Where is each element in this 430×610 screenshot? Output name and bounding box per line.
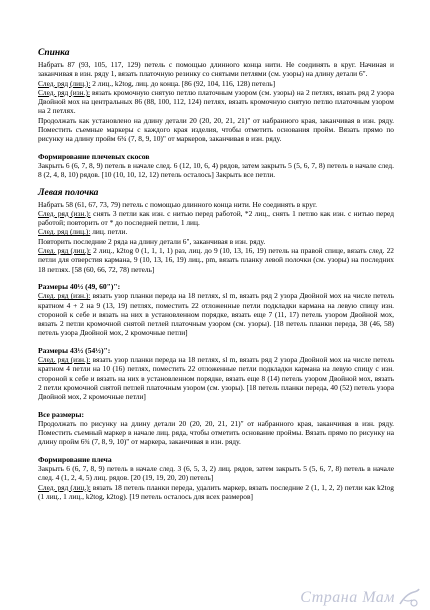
paragraph	[38, 200, 394, 209]
section-gap	[38, 274, 394, 282]
row-label: След. ряд (лиц.):	[38, 78, 91, 88]
paragraph-text: снять 3 петли как изн. с нитью перед работой, *2 лиц., снять 1 петлю как изн. с нитью перед работой; повторить от * до последней петли, 1 лиц.	[38, 208, 394, 228]
watermark	[300, 588, 420, 608]
row-label: След. ряд (лиц.):	[38, 246, 91, 256]
paragraph-text: Продолжать как установлено на длину детали 20 (20, 20, 21, 21)" от набранного края, заканчивая в изн. ряду. Поместить съемные маркеры с каждого края изделия, чтобы отметить основания пройм. Вязать прямо по рисунку на длину пройм 6¾ (7, 8, 9, 10)" от маркеров, заканчивая в изн. ряду.	[38, 115, 394, 144]
paragraph	[38, 60, 394, 79]
paragraph-text: лиц. петли.	[90, 227, 128, 237]
row-label: След. ряд (изн.):	[38, 291, 91, 301]
paragraph	[38, 483, 394, 502]
paragraph	[38, 227, 394, 236]
document-page	[38, 48, 394, 501]
paragraph-text: Набрать 87 (93, 105, 117, 129) петель с помощью длинного конца нити. Не соединять в круг. Начиная и заканчивая в изн. ряду 1, вязать платочную резинку со снятыми петлями (см. узоры) на длину детали 6".	[38, 60, 394, 79]
section-heading-all-sizes: Все размеры:	[38, 409, 84, 419]
paragraph	[38, 419, 394, 447]
section-gap	[38, 447, 394, 455]
section-heading-shoulder-shaping: Формирование плечевых скосов	[38, 151, 150, 161]
paragraph-text: Набрать 58 (61, 67, 73, 79) петель с помощью длинного конца нити. Не соединять в круг.	[38, 199, 317, 209]
section-gap	[38, 402, 394, 410]
section-heading-shoulder-forming: Формирование плеча	[38, 454, 112, 464]
paragraph-text: Закрыть 6 (6, 7, 8, 9) петель в начале след. 6 (12, 10, 6, 4) рядов, затем закрыть 5 (5, 6, 7, 8) петель в начале след. 8 (2, 4, 8, 10) рядов. [10 (10, 10, 12, 12) петель осталось] Закрыть все петли.	[38, 160, 394, 180]
row-label: След. ряд (лиц.):	[38, 227, 91, 237]
row-label: След. ряд (лиц.):	[38, 482, 91, 492]
paragraph	[38, 209, 394, 228]
paragraph-text: 2 лиц., k2tog 0 (1, 1, 1, 1) раз, лиц. до 9 (10, 13, 16, 19) петель на правой спице, вязать след. 22 петли для отверстия кармана, 9 (10, 13, 16, 19) лиц., pm, вязать планку левой полочки (см. узоры) на последних 18 петлях. [58 (60, 66, 72, 78) петель]	[38, 246, 394, 274]
paragraph	[38, 464, 394, 483]
paragraph-text: Закрыть 6 (6, 7, 8, 9) петель в начале след. 3 (6, 5, 3, 2) лиц. рядов, затем закрыть 5 (5, 6, 7, 8) петель в начале след. 4 (1, 2, 4, 5) лиц. рядов. [20 (19, 19, 20, 20) петель]	[38, 463, 394, 483]
paragraph-text: Продолжать по рисунку на длину детали 20 (20, 20, 21, 21)" от набранного края, заканчивая в изн. ряду. Поместить съемный маркер в начале лиц. ряда, чтобы отметить основание проймы. Вязать прямо по рисунку на длину пройм 6¾ (7, 8, 9, 10)" от маркера, заканчивая в изн. ряду.	[38, 418, 394, 447]
section-heading-sizes-2: Размеры 43½ (54½)":	[38, 345, 111, 355]
section-heading-sizes-1: Размеры 40½ (49, 60")":	[38, 281, 121, 291]
stork-logo-icon	[398, 588, 420, 608]
row-label: След. ряд (изн.):	[38, 87, 90, 97]
paragraph	[38, 355, 394, 401]
paragraph	[38, 88, 394, 116]
paragraph-text: вязать кромочную снятую петлю платочным узором (см. узоры) на 2 петлях, вязать ряд 2 узора Двойной мох на центральных 86 (88, 100, 112, 124) петлях, вязать кромочную снятую петлю платочным узором на 2 петлях.	[38, 87, 394, 116]
paragraph	[38, 291, 394, 337]
section-heading-back: Спинка	[38, 48, 70, 58]
paragraph	[38, 79, 394, 88]
paragraph-text: вязать узор планки переда на 18 петлях, sl m, вязать ряд 2 узора Двойной мох на числе петель кратном 4 + 2 на 9 (13, 19) петлях, поместить 22 отложенные петли подкладки кармана на левую спицу изн. стороной к себе и вязать на них в установленном порядке, вязать еще 7 (11, 17) петель узором Двойной мох, вязать 2 петли кромочной снятой петлей платочным узором (см. узоры). [18 петель планки переда, 38 (46, 58) петель узора Двойной мох, 2 кромочные петли]	[38, 291, 394, 338]
paragraph	[38, 237, 394, 246]
row-label: След. ряд (изн.):	[38, 208, 91, 218]
paragraph	[38, 116, 394, 144]
section-heading-left-front: Левая полочка	[38, 187, 99, 198]
section-gap	[38, 338, 394, 346]
paragraph-text: вязать 18 петель планки переда, удалить маркер, вязать последние 2 (1, 1, 2, 2) петли как k2tog (1 лиц., 1 лиц., k2tog, k2tog). [19 петель осталось для всех размеров]	[38, 482, 394, 501]
paragraph-text: Повторить последние 2 ряда на длину детали 6", заканчивая в изн. ряду.	[38, 236, 266, 246]
section-gap	[38, 180, 394, 188]
paragraph-text: 2 лиц., k2tog, лиц. до конца. [86 (92, 104, 116, 128) петель]	[90, 78, 276, 88]
paragraph	[38, 246, 394, 274]
row-label: След. ряд (изн.):	[38, 355, 91, 365]
paragraph-text: вязать узор планки переда на 18 петлях, sl m, вязать ряд 2 узора Двойной мох на числе петель кратном 4 петли на 10 (16) петлях, поместить 22 отложенные петли подкладки кармана на левую спицу с изн. стороной к себе и вязать на них в установленном порядке, вязать еще 8 (14) петель узором Двойной мох, вязать 2 петли кромочной снятой петлей платочным узором (см. узоры). [18 петель планки переда, 40 (52) петель узора Двойной мох, 2 кромочные петли]	[38, 355, 394, 402]
paragraph	[38, 161, 394, 180]
watermark-text: Страна Мам	[300, 589, 395, 606]
section-gap	[38, 144, 394, 152]
